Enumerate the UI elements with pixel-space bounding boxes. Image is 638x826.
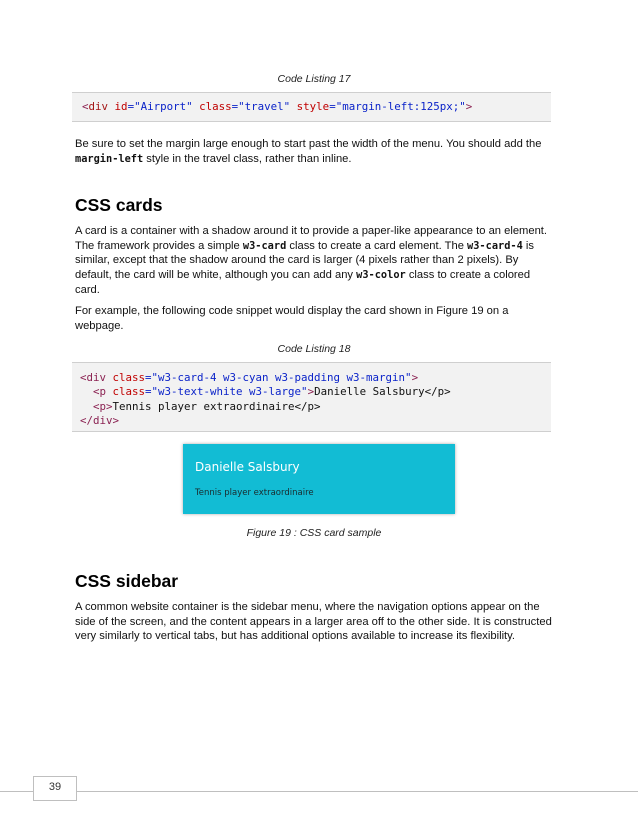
paragraph-text: class to create a card element. The — [286, 239, 468, 252]
code-line — [80, 371, 551, 385]
inline-code: w3-card-4 — [467, 239, 523, 252]
code-token: > — [411, 371, 419, 384]
card-name: Danielle Salsbury — [195, 460, 300, 474]
code-token: = — [329, 100, 336, 113]
code-listing-18-caption: Code Listing 18 — [277, 343, 351, 355]
paragraph-text: class to create a colored card. — [75, 269, 531, 296]
section-heading-css-sidebar: CSS sidebar — [75, 571, 179, 591]
inline-code: w3-color — [356, 269, 406, 282]
code-token: <p> — [80, 399, 113, 413]
footer-divider — [0, 791, 638, 792]
code-token: < — [82, 100, 89, 113]
code-token: "w3-card-4 w3-cyan w3-padding w3-margin" — [151, 371, 412, 384]
code-listing-17-caption: Code Listing 17 — [277, 73, 351, 85]
paragraph-margin-note — [75, 137, 557, 166]
page-number: 39 — [48, 781, 62, 793]
code-token: class — [199, 100, 232, 113]
card-subtitle: Tennis player extraordinaire — [195, 488, 314, 498]
code-token: Danielle Salsbury</p> — [314, 385, 451, 399]
code-token: = — [231, 100, 239, 113]
code-line — [80, 400, 551, 414]
paragraph-text: Be sure to set the margin large enough to start past the width of the menu. You should add the — [75, 138, 542, 150]
code-token: > — [307, 385, 315, 399]
code-token: div — [88, 100, 109, 113]
section-heading-css-cards: CSS cards — [75, 195, 163, 215]
code-token: "travel" — [238, 100, 291, 113]
code-token: style — [296, 100, 330, 113]
code-token: </div> — [80, 413, 120, 427]
code-token: <div — [80, 371, 113, 384]
paragraph-sidebar-description: A common website container is the sidebar menu, where the navigation options appear on the side of the screen, and the content appears in a larger area off to the other side. It is constructed very similarly to vertical tabs, but has additional options available to increase its flexibility. — [75, 601, 552, 643]
code-token: = — [145, 385, 152, 399]
code-token: "margin-left:125px;" — [335, 100, 466, 113]
paragraph-text: A card is a container with a shadow around it to provide a paper-like appearance to an element. The framework provides a simple — [75, 225, 548, 252]
code-token: id — [114, 100, 128, 113]
inline-code: margin-left — [75, 152, 144, 165]
figure-19-caption: Figure 19 : CSS card sample — [246, 527, 382, 539]
paragraph-card-description — [75, 224, 557, 298]
code-token: = — [127, 100, 135, 113]
code-listing-18 — [72, 362, 551, 432]
inline-code: w3-card — [242, 239, 287, 252]
card-sample-figure — [183, 444, 455, 514]
code-token: > — [465, 100, 473, 113]
code-token: class — [112, 385, 146, 399]
code-token: Tennis player extraordinaire</p> — [112, 399, 321, 413]
code-token: "w3-text-white w3-large" — [151, 385, 308, 399]
code-listing-17 — [72, 92, 551, 122]
paragraph-example-intro: For example, the following code snippet would display the card shown in Figure 19 on a webpage. — [75, 305, 509, 332]
code-token: = — [145, 371, 152, 384]
code-token: "Airport" — [134, 100, 193, 113]
paragraph-text: style in the travel class, rather than inline. — [143, 152, 352, 165]
code-token: class — [112, 371, 146, 384]
code-line — [80, 414, 551, 428]
code-line — [82, 100, 551, 114]
code-token: <p — [80, 385, 113, 399]
code-line — [80, 385, 551, 399]
paragraph-text: is similar, except that the shadow around the card is larger (4 pixels rather than 2 pixels). By default, the card will be white, although you can add any — [75, 239, 535, 282]
